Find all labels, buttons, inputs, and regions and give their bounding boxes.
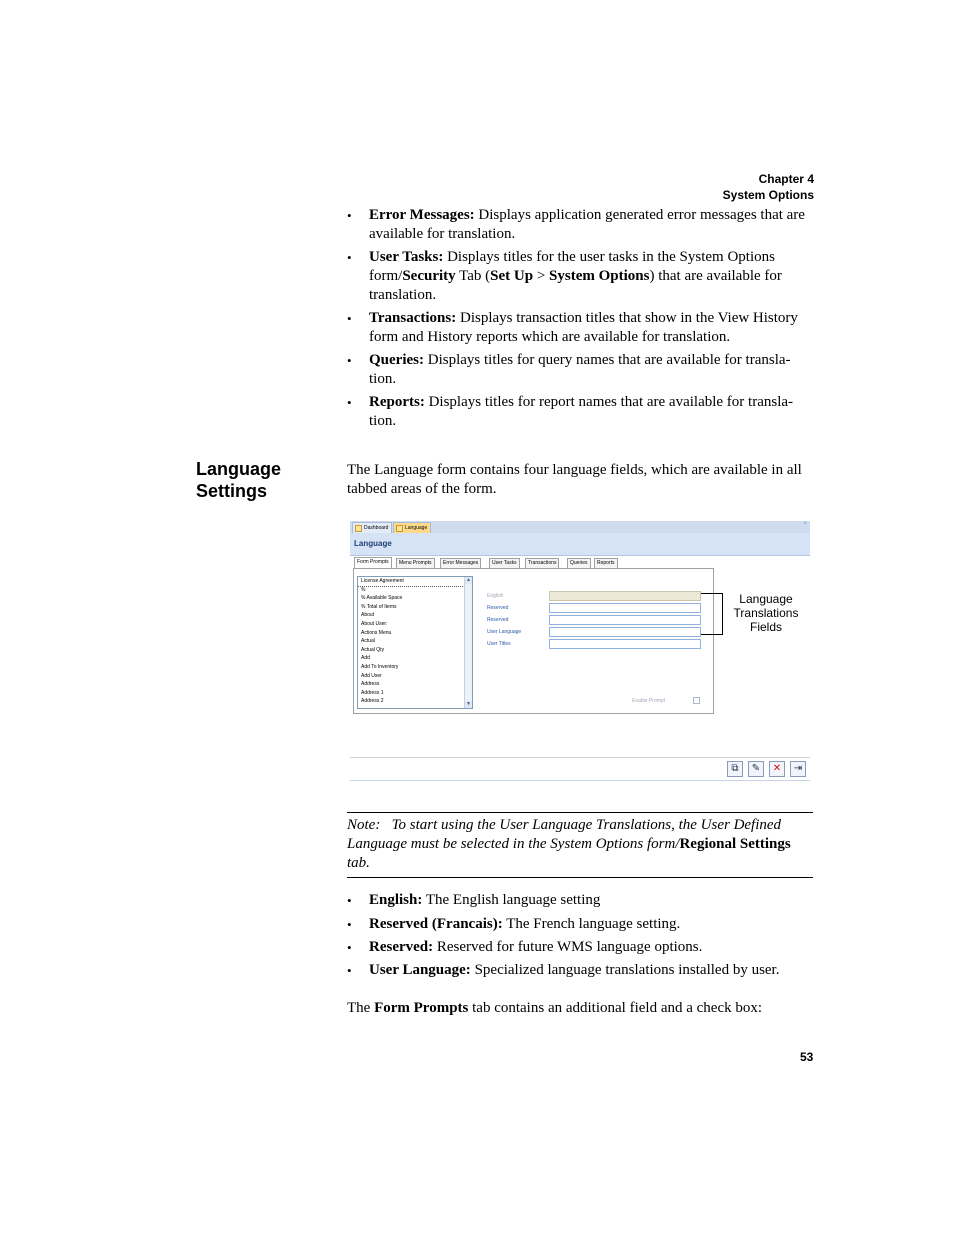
list-item: • Error Messages: Displays application generated error messages that are available for translation. (347, 206, 813, 244)
note-block: Note: To start using the User Language Translations, the User Defined Language must be selected in the System Options form/Regional Settings tab. (347, 817, 791, 871)
reserved-field[interactable] (549, 603, 701, 613)
list-item[interactable]: Actual (361, 638, 375, 645)
list-item: • User Language: Specialized language translations installed by user. (347, 961, 813, 980)
divider (350, 757, 810, 758)
tab-language[interactable]: Language (393, 522, 431, 534)
english-field (549, 591, 701, 601)
list-item[interactable]: Add (361, 655, 370, 662)
list-item[interactable]: License Agreement (358, 577, 472, 586)
tab-reports[interactable]: Reports (594, 558, 618, 568)
user-titles-label: User Titles (487, 641, 511, 647)
user-language-label: User Language (487, 629, 522, 635)
tab-menu-prompts[interactable]: Menu Prompts (396, 558, 435, 568)
list-item: • Reserved: Reserved for future WMS language options. (347, 938, 813, 957)
scroll-down-icon[interactable]: ▼ (466, 701, 471, 707)
list-item[interactable]: % Total of Items (361, 603, 397, 610)
divider (350, 780, 810, 781)
tab-queries[interactable]: Queries (567, 558, 591, 568)
closing-paragraph: The Form Prompts tab contains an additional field and a check box: (347, 1000, 763, 1016)
copy-icon[interactable]: ⧉ (727, 761, 743, 777)
document-icon (355, 525, 362, 532)
tab-form-prompts[interactable]: Form Prompts (354, 557, 392, 568)
tab-dashboard[interactable]: Dashboard (352, 522, 392, 534)
scroll-up-icon[interactable]: ▲ (466, 577, 471, 583)
language-form-screenshot (350, 521, 810, 783)
page-number: 53 (800, 1050, 814, 1064)
reserved-label: Reserved (487, 617, 509, 623)
close-icon[interactable]: × (803, 521, 807, 527)
divider (347, 877, 813, 878)
list-item[interactable]: % (361, 586, 366, 593)
list-item[interactable]: About User: (361, 620, 388, 627)
callout-label: Language Translations Fields (733, 592, 799, 634)
field-description-list (347, 206, 813, 431)
list-item[interactable]: Address 1 (361, 689, 384, 696)
english-label: English (487, 593, 504, 599)
chapter-label: Chapter 4 (758, 172, 814, 186)
delete-icon[interactable]: ✕ (769, 761, 785, 777)
list-item: • Transactions: Displays transaction titles that show in the View History form and History reports which are available for translation. (347, 309, 813, 347)
list-item[interactable]: % Available Space (361, 595, 403, 602)
exit-icon[interactable]: ⇥ (790, 761, 806, 777)
list-item: • User Tasks: Displays titles for the user tasks in the System Options form/Security Tab (Set Up > System Options) that are available for translation. (347, 248, 813, 305)
document-icon (396, 525, 403, 532)
form-title: Language (354, 539, 392, 548)
divider (347, 812, 813, 813)
callout-bracket (701, 593, 723, 635)
list-item: • English: The English language setting (347, 891, 813, 910)
tab-user-tasks[interactable]: User Tasks (489, 558, 520, 568)
prompt-listbox[interactable] (357, 576, 473, 709)
language-field-list (347, 891, 813, 980)
form-prompts-panel (353, 568, 714, 714)
list-item[interactable]: Add User (361, 672, 382, 679)
tab-transactions[interactable]: Transactions (525, 558, 559, 568)
list-item[interactable]: Address 2 (361, 698, 384, 705)
listbox-scrollbar[interactable] (464, 577, 472, 708)
list-item: • Reports: Displays titles for report names that are available for transla-tion. (347, 393, 813, 431)
list-item[interactable]: Address (361, 681, 380, 688)
form-title-bar (350, 533, 810, 556)
list-item[interactable]: Actions Menu (361, 629, 392, 636)
enable-prompt-checkbox[interactable] (693, 697, 700, 704)
list-item[interactable]: Add To Inventory (361, 663, 399, 670)
list-item: • Queries: Displays titles for query names that are available for transla-tion. (347, 351, 813, 389)
list-item[interactable]: About (361, 612, 375, 619)
section-intro: The Language form contains four language fields, which are available in all tabbed areas of the form. (347, 462, 802, 497)
section-title: Language Settings (196, 459, 282, 501)
section-header-label: System Options (722, 188, 814, 202)
save-icon[interactable]: ✎ (748, 761, 764, 777)
reserved-label: Reserved (487, 605, 509, 611)
tab-error-messages[interactable]: Error Messages (440, 558, 481, 568)
reserved-field[interactable] (549, 615, 701, 625)
list-item: • Reserved (Francais): The French language setting. (347, 915, 813, 934)
list-item[interactable]: Actual Qty (361, 646, 385, 653)
enable-prompt-label: Enable Prompt (632, 698, 666, 704)
user-language-field[interactable] (549, 627, 701, 637)
user-titles-field[interactable] (549, 639, 701, 649)
